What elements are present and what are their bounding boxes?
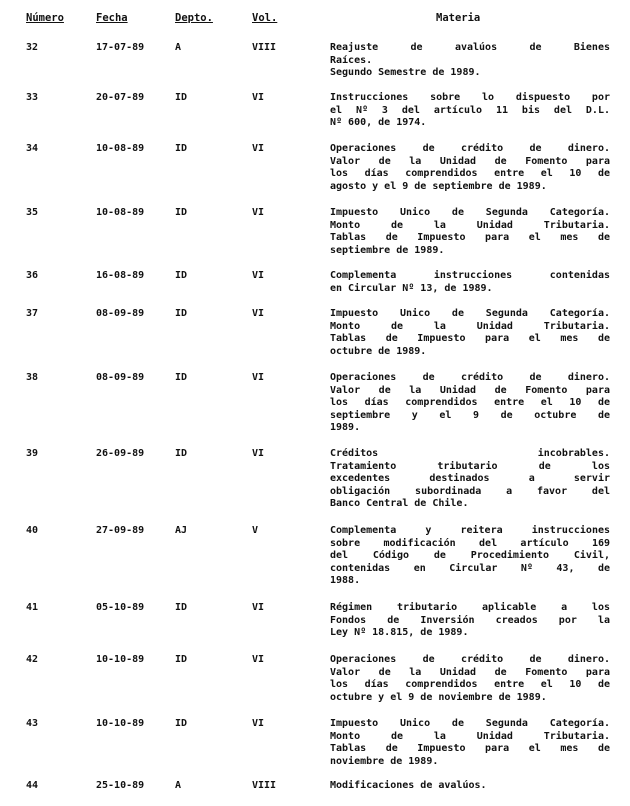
cell-vol: VI xyxy=(252,602,265,613)
cell-fecha: 26-09-89 xyxy=(96,448,145,459)
cell-depto: ID xyxy=(175,372,188,383)
materia-line: Modificaciones de avalúos. xyxy=(330,780,487,791)
materia-line: Fondos de Inversión creados por la xyxy=(330,614,610,626)
cell-vol: VI xyxy=(252,308,265,319)
materia-line: Valor de la Unidad de Fomento para xyxy=(330,666,610,678)
cell-materia xyxy=(330,780,610,793)
materia-line: los días comprendidos entre el 10 de xyxy=(330,397,610,409)
cell-depto: ID xyxy=(175,143,188,154)
cell-depto: ID xyxy=(175,308,188,319)
cell-numero: 43 xyxy=(26,718,39,729)
cell-materia xyxy=(330,525,610,588)
materia-line: Valor de la Unidad de Fomento para xyxy=(330,384,610,396)
cell-numero: 38 xyxy=(26,372,39,383)
materia-line: Banco Central de Chile. xyxy=(330,498,469,510)
materia-line: Raíces. xyxy=(330,54,373,66)
materia-line: Valor de la Unidad de Fomento para xyxy=(330,155,610,167)
cell-materia xyxy=(330,207,610,257)
materia-line: Impuesto Unico de Segunda Categoría. xyxy=(330,718,610,729)
cell-numero: 44 xyxy=(26,780,39,791)
cell-depto: ID xyxy=(175,654,188,665)
materia-line: Segundo Semestre de 1989. xyxy=(330,67,481,79)
cell-numero: 36 xyxy=(26,270,39,281)
header-depto: Depto. xyxy=(175,12,213,24)
cell-fecha: 17-07-89 xyxy=(96,42,145,53)
cell-materia xyxy=(330,270,610,295)
cell-vol: VI xyxy=(252,207,265,218)
cell-fecha: 10-10-89 xyxy=(96,654,145,665)
materia-line: agosto y el 9 de septiembre de 1989. xyxy=(330,180,547,192)
materia-line: Tratamiento tributario de los xyxy=(330,460,610,472)
cell-numero: 40 xyxy=(26,525,39,536)
cell-numero: 42 xyxy=(26,654,39,665)
materia-line: Nº 600, de 1974. xyxy=(330,117,427,129)
materia-line: los días comprendidos entre el 10 de xyxy=(330,168,610,180)
cell-vol: VIII xyxy=(252,780,277,791)
cell-fecha: 10-08-89 xyxy=(96,143,145,154)
cell-fecha: 16-08-89 xyxy=(96,270,145,281)
cell-fecha: 20-07-89 xyxy=(96,92,145,103)
materia-line: excedentes destinados a servir xyxy=(330,473,610,485)
cell-depto: ID xyxy=(175,718,188,729)
materia-line: octubre de 1989. xyxy=(330,345,427,357)
cell-numero: 37 xyxy=(26,308,39,319)
materia-line: Ley Nº 18.815, de 1989. xyxy=(330,627,469,639)
materia-line: Monto de la Unidad Tributaria. xyxy=(330,730,610,742)
cell-materia xyxy=(330,718,610,768)
materia-line: sobre modificación del artículo 169 xyxy=(330,537,610,549)
cell-numero: 41 xyxy=(26,602,39,613)
cell-materia xyxy=(330,92,610,130)
cell-depto: AJ xyxy=(175,525,188,536)
cell-numero: 32 xyxy=(26,42,39,53)
materia-line: Operaciones de crédito de dinero. xyxy=(330,143,610,154)
materia-line: Tablas de Impuesto para el mes de xyxy=(330,333,610,345)
materia-line: Reajuste de avalúos de Bienes xyxy=(330,42,610,53)
cell-fecha: 27-09-89 xyxy=(96,525,145,536)
cell-materia xyxy=(330,654,610,704)
cell-depto: ID xyxy=(175,92,188,103)
cell-numero: 39 xyxy=(26,448,39,459)
cell-materia xyxy=(330,143,610,193)
materia-line: en Circular Nº 13, de 1989. xyxy=(330,282,493,294)
materia-line: octubre y el 9 de noviembre de 1989. xyxy=(330,691,547,703)
cell-fecha: 08-09-89 xyxy=(96,372,145,383)
cell-vol: VI xyxy=(252,654,265,665)
materia-line: Impuesto Unico de Segunda Categoría. xyxy=(330,308,610,319)
cell-vol: VI xyxy=(252,270,265,281)
header-materia: Materia xyxy=(436,12,481,24)
materia-line: septiembre de 1989. xyxy=(330,244,445,256)
materia-line: septiembre y el 9 de octubre de xyxy=(330,409,610,421)
cell-vol: VI xyxy=(252,372,265,383)
header-vol: Vol. xyxy=(252,12,278,24)
cell-depto: A xyxy=(175,780,182,791)
materia-line: 1989. xyxy=(330,422,361,434)
cell-materia xyxy=(330,42,610,80)
cell-depto: ID xyxy=(175,602,188,613)
header-numero: Número xyxy=(26,12,64,24)
cell-depto: ID xyxy=(175,448,188,459)
materia-line: contenidas en Circular Nº 43, de xyxy=(330,562,610,574)
materia-line: noviembre de 1989. xyxy=(330,755,439,767)
header-fecha: Fecha xyxy=(96,12,128,24)
cell-fecha: 25-10-89 xyxy=(96,780,145,791)
cell-fecha: 08-09-89 xyxy=(96,308,145,319)
cell-materia xyxy=(330,448,610,511)
materia-line: Operaciones de crédito de dinero. xyxy=(330,372,610,383)
materia-line: Monto de la Unidad Tributaria. xyxy=(330,320,610,332)
cell-depto: ID xyxy=(175,207,188,218)
cell-vol: VI xyxy=(252,143,265,154)
materia-line: Tablas de Impuesto para el mes de xyxy=(330,743,610,755)
cell-vol: V xyxy=(252,525,259,536)
cell-depto: A xyxy=(175,42,182,53)
materia-line: Complementa y reitera instrucciones xyxy=(330,525,610,536)
materia-line: Complementa instrucciones contenidas xyxy=(330,270,610,281)
materia-line: del Código de Procedimiento Civil, xyxy=(330,550,610,562)
cell-fecha: 10-10-89 xyxy=(96,718,145,729)
materia-line: 1988. xyxy=(330,575,361,587)
cell-materia xyxy=(330,602,610,640)
cell-vol: VI xyxy=(252,718,265,729)
materia-line: el Nº 3 del artículo 11 bis del D.L. xyxy=(330,104,610,116)
materia-line: obligación subordinada a favor del xyxy=(330,485,610,497)
cell-numero: 34 xyxy=(26,143,39,154)
materia-line: Régimen tributario aplicable a los xyxy=(330,602,610,613)
cell-vol: VIII xyxy=(252,42,277,53)
materia-line: Créditos incobrables. xyxy=(330,448,610,459)
materia-line: Instrucciones sobre lo dispuesto por xyxy=(330,92,610,103)
cell-vol: VI xyxy=(252,448,265,459)
materia-line: Operaciones de crédito de dinero. xyxy=(330,654,610,665)
materia-line: Tablas de Impuesto para el mes de xyxy=(330,232,610,244)
cell-numero: 33 xyxy=(26,92,39,103)
cell-fecha: 10-08-89 xyxy=(96,207,145,218)
cell-materia xyxy=(330,308,610,358)
cell-vol: VI xyxy=(252,92,265,103)
materia-line: los días comprendidos entre el 10 de xyxy=(330,679,610,691)
cell-fecha: 05-10-89 xyxy=(96,602,145,613)
cell-numero: 35 xyxy=(26,207,39,218)
materia-line: Impuesto Unico de Segunda Categoría. xyxy=(330,207,610,218)
cell-materia xyxy=(330,372,610,435)
materia-line: Monto de la Unidad Tributaria. xyxy=(330,219,610,231)
cell-depto: ID xyxy=(175,270,188,281)
